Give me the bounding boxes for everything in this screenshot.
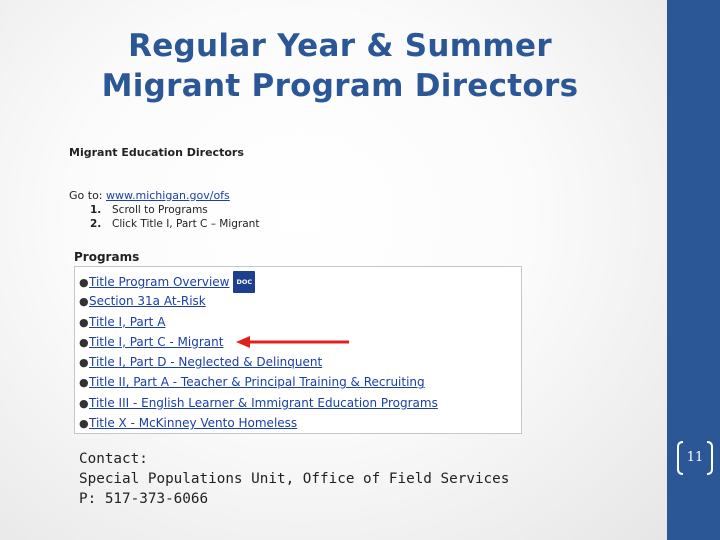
program-link[interactable]: Title I, Part D - Neglected & Delinquent [89,355,323,370]
goto-label: Go to: [69,189,103,202]
contact-org: Special Populations Unit, Office of Field Services [79,471,510,487]
contact-phone: P: 517-373-6066 [79,491,209,507]
title-line-1: Regular Year & Summer [128,28,552,64]
step-2 [90,217,259,231]
steps-list [90,203,259,231]
red-arrow-icon [234,335,354,349]
programs-list-box [74,266,522,434]
bullet-icon: ● [79,396,89,410]
program-item-title-3 [79,393,521,413]
program-link[interactable]: Title II, Part A - Teacher & Principal Training & Recruiting [89,375,425,390]
programs-list [75,267,521,433]
page-number: 11 [686,450,704,465]
bullet-icon: ● [79,376,89,390]
program-link[interactable]: Title X - McKinney Vento Homeless [89,416,298,431]
bullet-icon: ● [79,356,89,370]
page-number-badge [675,440,715,476]
michigan-ofs-link[interactable]: www.michigan.gov/ofs [106,189,230,202]
step-number: 2. [90,218,102,230]
program-link[interactable]: Title I, Part C - Migrant [89,334,224,349]
program-link[interactable]: Section 31a At-Risk [89,294,206,309]
embedded-screenshot [64,140,534,440]
goto-line [69,189,230,202]
bullet-icon: ● [79,315,89,329]
bullet-icon: ● [79,276,89,289]
bullet-icon: ● [79,295,89,309]
step-text: Click Title I, Part C – Migrant [112,218,260,230]
step-number: 1. [90,204,102,216]
step-1 [90,203,259,217]
programs-label: Programs [74,250,140,264]
program-item-31a [79,291,521,311]
program-link[interactable]: Title Program Overview [89,275,230,289]
slide-title [40,26,640,106]
bullet-icon: ● [79,335,89,349]
program-item-title-1d [79,352,521,372]
bullet-icon: ● [79,417,89,431]
program-item-title-2a [79,372,521,392]
program-link[interactable]: Title III - English Learner & Immigrant Education Programs [89,395,438,410]
program-item-overview [79,271,521,291]
step-text: Scroll to Programs [112,204,208,216]
screenshot-heading: Migrant Education Directors [69,146,244,159]
program-link[interactable]: Title I, Part A [89,314,166,329]
contact-label: Contact: [79,451,148,467]
contact-block [79,449,509,509]
program-item-title-1a [79,312,521,332]
program-item-title-x [79,413,521,433]
title-line-2: Migrant Program Directors [101,68,579,104]
doc-icon[interactable]: DOC [233,271,255,293]
